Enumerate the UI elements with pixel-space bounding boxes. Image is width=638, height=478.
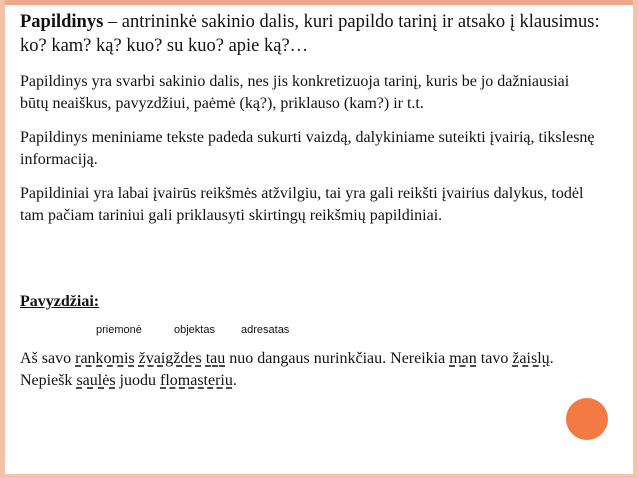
complement-word: man [449, 350, 477, 367]
example-text: nuo dangaus nurinkčiau. Nereikia [225, 350, 450, 367]
paragraph-1: Papildinys yra svarbi sakinio dalis, nes jis konkretizuoja tarinį, kuris be jo dažniausiai būtų neaiškus, pavyzdžiui, paėmė (ką?), priklauso (kam?) ir t.t. [20, 73, 570, 112]
complement-word: saulės [76, 372, 116, 389]
example-sentence [20, 348, 600, 392]
paragraph-3: Papildiniai yra labai įvairūs reikšmės atžvilgiu, tai yra gali reikšti įvairius dalykus, todėl tam pačiam tariniui gali priklausyti skirtingų reikšmių papildiniai. [20, 185, 584, 224]
decorative-circle [566, 398, 608, 440]
complement-word: tau [205, 350, 226, 367]
example-text: . [232, 372, 237, 389]
right-border [633, 0, 638, 478]
example-text: Aš savo [20, 350, 76, 367]
definition-heading [20, 10, 600, 58]
complement-word: rankomis [75, 350, 135, 367]
bottom-border [0, 474, 638, 478]
complement-word: žaislų [512, 350, 550, 367]
left-border [0, 0, 5, 478]
label-adresatas: adresatas [241, 324, 290, 336]
examples-title: Pavyzdžiai: [20, 293, 100, 310]
complement-word: žvaigždes [138, 350, 202, 367]
label-objektas: objektas [174, 324, 215, 336]
paragraph-2: Papildinys meniniame tekste padeda sukurti vaizdą, dalykiniame suteikti įvairią, tikslesnę informaciją. [20, 129, 595, 168]
top-border [0, 0, 638, 5]
label-priemone: priemonė [96, 324, 142, 336]
example-text: . Nepiešk [20, 350, 554, 389]
example-text: juodu [115, 372, 160, 389]
definition-text: – antrininkė sakinio dalis, kuri papildo tarinį ir atsako į klausimus: ko? kam? ką? kuo? su kuo? apie ką?… [20, 12, 600, 56]
example-text: tavo [476, 350, 513, 367]
complement-word: flomasteriu [160, 372, 233, 389]
slide-body [20, 10, 600, 239]
term: Papildinys [20, 12, 104, 32]
